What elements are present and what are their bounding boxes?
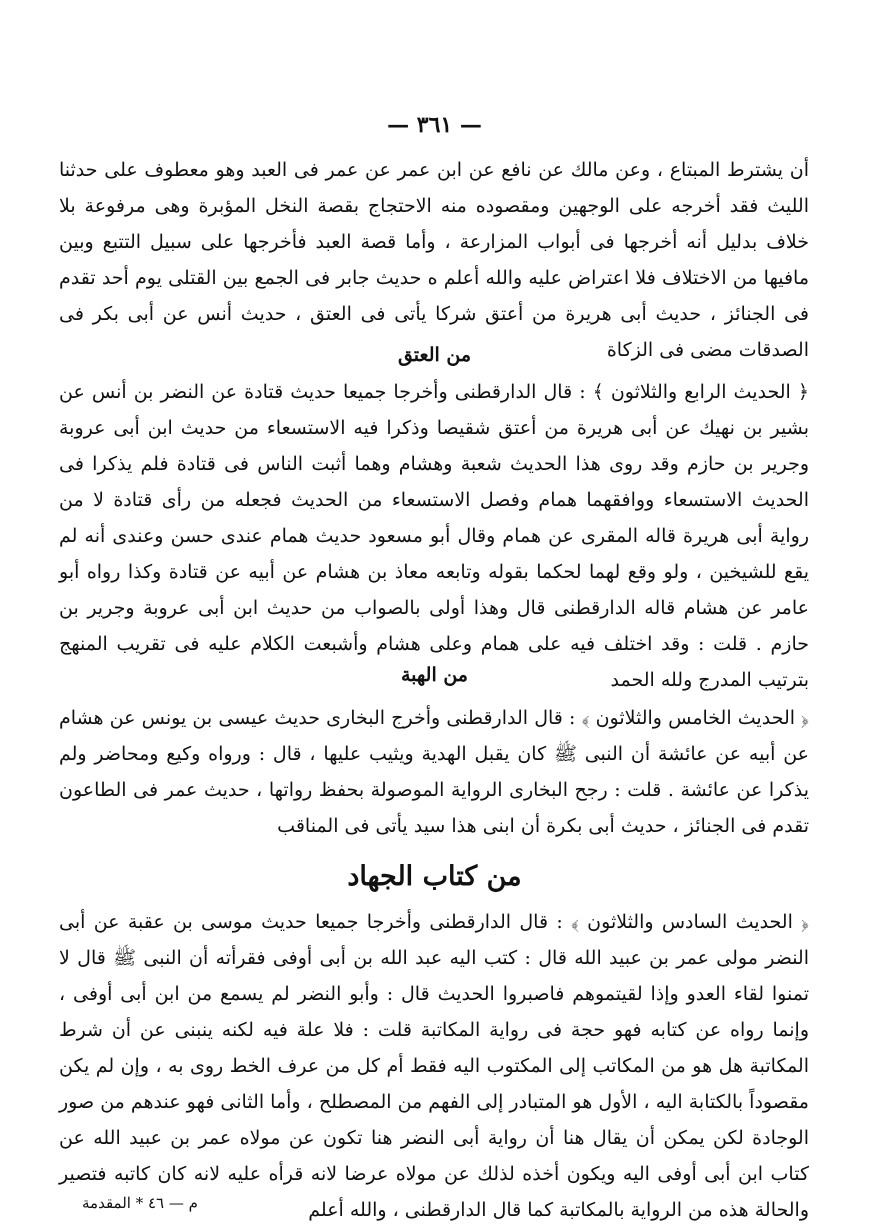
section-heading-hiba: من الهبة [400,664,468,686]
section-heading-jihad: من كتاب الجهاد [347,861,522,892]
hadith-34-paragraph: ﴿ الحديث الرابع والثلاثون ﴾ : قال الدارقطنى وأخرجا جميعا حديث قتادة عن النضر بن أنس عن بشير بن نهيك عن أبى هريرة من أعتق شقيصا وذكرا فيه الاستسعاء من حديث ابن أبى عروبة وجرير بن حازم وقد روى هذا الحديث شعبة وهشام وهما أثبت الناس فى قتادة فلم يذكرا فى الحديث الاستسعاء ووافقهما همام وفصل الاستسعاء من الحديث فجعله من رأى قتادة لا من رواية أبى هريرة قاله المقرى عن همام وقال أبو مسعود حديث همام عندى حسن وعندى أنه لم يقع للشيخين ، ولو وقع لهما لحكما بقوله وتابعه معاذ بن هشام عن أبيه عن قتادة وكذا رواه أبو عامر عن هشام قاله الدارقطنى قال وهذا أولى بالصواب من حديث ابن أبى عروبة وجرير بن حازم . قلت : وقد اختلف فيه على همام وعلى هشام وأشبعت الكلام عليه فى تقريب المنهج بترتيب المدرج ولله الحمد [59,381,809,691]
intro-paragraph: أن يشترط المبتاع ، وعن مالك عن نافع عن ابن عمر عن عمر فى العبد وهو معطوف على حدثنا الليث فقد أخرجه على الوجهين ومقصوده منه الاحتجاج بقصة النخل المؤبرة وهى مرفوعة بلا خلاف بدليل أنه أخرجها فى أبواب المزارعة ، وأما قصة العبد فأخرجها على سبيل التتبع وبين مافيها من الاختلاف فلا اعتراض عليه والله أعلم ه حديث جابر فى الجمع بين القتلى يوم أحد تقدم فى الجنائز ، حديث أبى هريرة من أعتق شركا يأتى فى العتق ، حديث أنس عن أبى بكر فى الصدقات مضى فى الزكاة [59,159,809,361]
section-heading-itq: من العتق [397,344,472,366]
page-footer-signature: م — ٤٦ * المقدمة [82,1194,198,1212]
hadith-36-paragraph: ﴿ الحديث السادس والثلاثون ﴾ : قال الدارقطنى وأخرجا جميعا حديث موسى بن عقبة عن أبى النضر مولى عمر بن عبيد الله قال : كتب اليه عبد الله بن أبى أوفى فقرأته أن النبى ﷺ قال لا تمنوا لقاء العدو وإذا لقيتموهم فاصبروا الحديث قال : وأبو النضر لم يسمع من ابن أبى أوفى ، وإنما رواه عن كتابه فهو حجة فى رواية المكاتبة قلت : فلا علة فيه لكنه ينبنى عن أن شرط المكاتبة هل هو من المكاتب إلى المكتوب اليه فقط أم كل من عرف الخط روى به ، وإن لم يكن مقصوداً بالكتابة اليه ، الأول هو المتبادر إلى الفهم من المصطلح ، وأما الثانى فهو عندهم من صور الوجادة لكن يمكن أن يقال هنا أن رواية أبى النضر هنا تكون عن مولاه عمر بن عبيد الله عن كتاب ابن أبى أوفى اليه ويكون أخذه لذلك عن مولاه عرضا لانه قرأه عليه لانه كان كاتبه فتصير والحالة هذه من الرواية بالمكاتبة كما قال الدارقطنى ، والله أعلم [59,911,809,1221]
page-number: — ٣٦١ — [387,112,482,138]
hadith-35-paragraph: ﴿ الحديث الخامس والثلاثون ﴾ : قال الدارقطنى وأخرج البخارى حديث عيسى بن يونس عن هشام عن أبيه عن عائشة أن النبى ﷺ كان يقبل الهدية ويثيب عليها ، قال : ورواه وكيع ومحاضر ولم يذكرا عن عائشة . قلت : رجح البخارى الرواية الموصولة بحفظ رواتها ، حديث عمر فى الطاعون تقدم فى الجنائز ، حديث أبى بكرة أن ابنى هذا سيد يأتى فى المناقب [59,707,809,837]
